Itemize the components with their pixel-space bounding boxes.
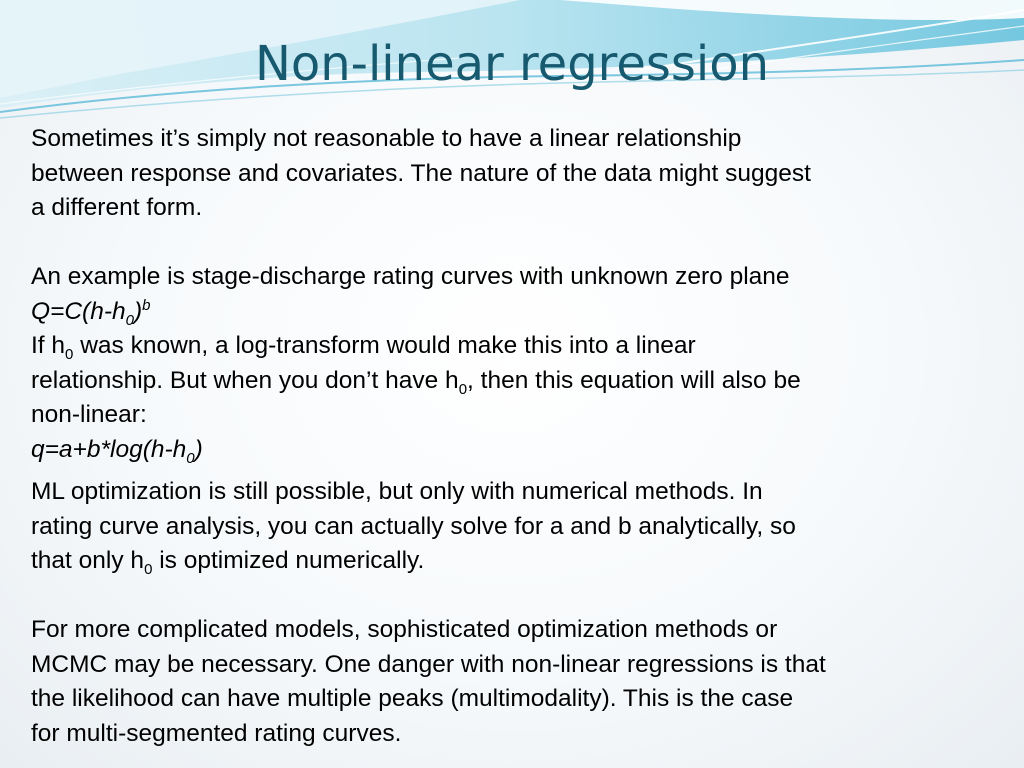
text-line: for multi-segmented rating curves. — [31, 719, 402, 747]
text-line: that only $h_0$ is optimized numerically. — [31, 547, 425, 578]
text-line: relationship. But when you don’t have $h_0$, then this equation will also be — [31, 366, 801, 398]
slide-body — [31, 122, 991, 751]
paragraph-spacer — [31, 226, 991, 261]
text-line: MCMC may be necessary. One danger with non-linear regressions is that — [31, 650, 826, 678]
paragraph-example — [31, 260, 991, 467]
text-line: ML optimization is still possible, but only with numerical methods. In — [31, 478, 763, 505]
text-line: the likelihood can have multiple peaks (multimodality). This is the case — [31, 685, 794, 712]
paragraph-spacer — [31, 579, 991, 614]
paragraph-intro — [31, 122, 991, 226]
text-line: non-linear: — [31, 401, 147, 428]
text-line: between response and covariates. The nature of the data might suggest — [31, 159, 811, 187]
equation-rating-curve: $Q=C(h-h_0)^b$ — [31, 296, 151, 329]
paragraph-ml-optimization — [31, 475, 991, 579]
paragraph-spacer — [31, 467, 991, 475]
text-line: For more complicated models, sophisticated optimization methods or — [31, 616, 778, 643]
slide-title: Non-linear regression — [254, 36, 770, 92]
text-line: rating curve analysis, you can actually solve for a and b analytically, so — [31, 512, 796, 540]
text-line: Sometimes it’s simply not reasonable to have a linear relationship — [31, 125, 742, 152]
text-line: An example is stage-discharge rating curves with unknown zero plane — [31, 263, 790, 290]
paragraph-complicated-models — [31, 613, 991, 751]
text-line: If $h_0$ was known, a log-transform would make this into a linear — [31, 332, 696, 363]
text-line: a different form. — [31, 194, 203, 221]
equation-log-linear: $q=a+b*\log(h-h_0)$ — [31, 435, 203, 467]
